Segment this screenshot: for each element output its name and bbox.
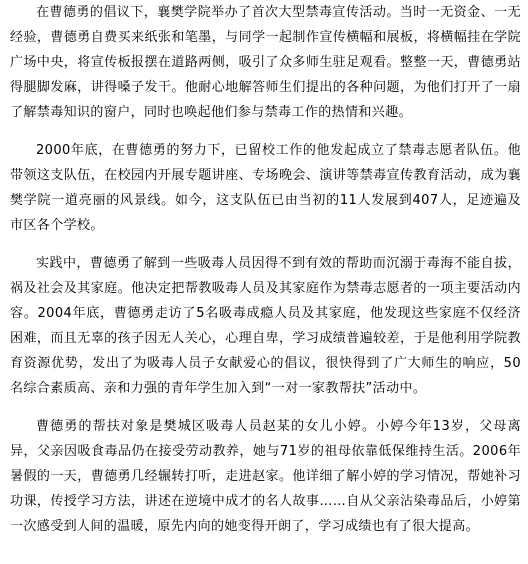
paragraph-2: 2000年底，在曹德勇的努力下，已留校工作的他发起成立了禁毒志愿者队伍。他带领这支队伍，在校园内开展专题讲座、专场晚会、演讲等禁毒宣传教育活动，成为襄樊学院一道亮丽的风景线。如今，这支队伍已由当初的11人发展到407人，足迹遍及市区各个学校。 bbox=[10, 143, 521, 233]
paragraph-4: 曹德勇的帮扶对象是樊城区吸毒人员赵某的女儿小婷。小婷今年13岁，父母离异，父亲因吸食毒品仍在接受劳动教养，她与71岁的祖母依靠低保维持生活。2006年暑假的一天，曹德勇几经辗转打听，走进赵家。他详细了解小婷的学习情况，帮她补习功课，传授学习方法，讲述在逆境中成才的名人故事……自从父亲沾染毒品后，小婷第一次感受到人间的温暖，原先内向的她变得开朗了，学习成绩也有了很大提高。 bbox=[10, 419, 521, 534]
paragraph-3: 实践中，曹德勇了解到一些吸毒人员因得不到有效的帮助而沉溺于毒海不能自拔，祸及社会及其家庭。他决定把帮教吸毒人员及其家庭作为禁毒志愿者的一项主要活动内容。2004年底，曹德勇走访了5名吸毒成瘾人员及其家庭，他发现这些家庭不仅经济困难，而且无辜的孩子因无人关心，心理自卑，学习成绩普遍较差，于是他利用学院教育资源优势，发出了为吸毒人员子女献爱心的倡议，很快得到了广大师生的响应，50名综合素质高、亲和力强的青年学生加入到“一对一家教帮扶”活动中。 bbox=[10, 256, 521, 396]
paragraph-1: 在曹德勇的倡议下，襄樊学院举办了首次大型禁毒宣传活动。当时一无资金、一无经验，曹德勇自费买来纸张和笔墨，与同学一起制作宣传横幅和展板，将横幅挂在学院广场中央，将宣传板报摆在道路两侧，吸引了众多师生驻足观看。整整一天，曹德勇站得腿脚发麻，讲得嗓子发干。他耐心地解答师生们提出的各种问题，为他们打开了一扇了解禁毒知识的窗户，同时也唤起他们参与禁毒工作的热情和兴趣。 bbox=[10, 5, 521, 120]
